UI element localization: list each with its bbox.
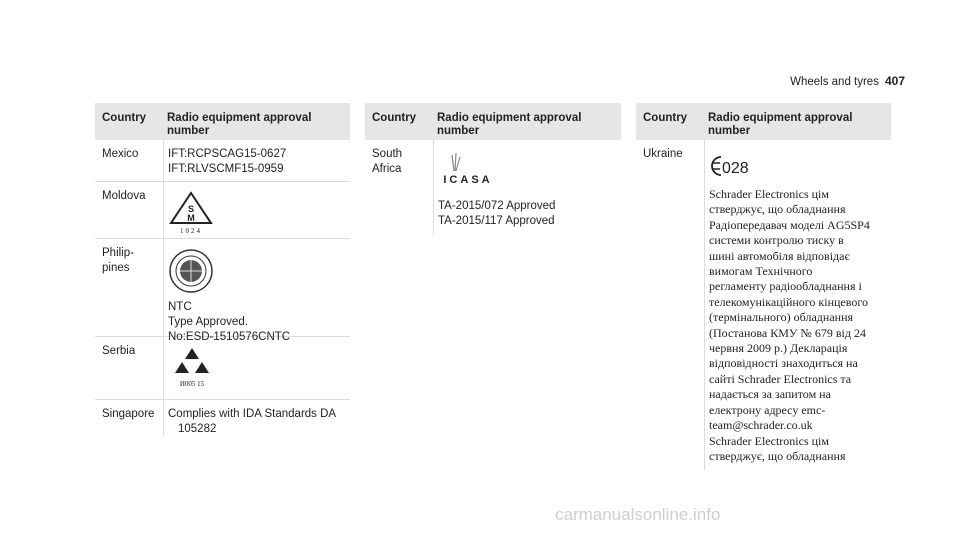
table-header [365,103,621,140]
table-row-mexico [95,140,350,182]
header-approval: Radio equipment approval number [437,112,582,137]
svg-text:ICASA: ICASA [443,174,493,186]
country-cell: Singapore [102,408,155,420]
icasa-logo-icon [438,149,498,193]
header-approval: Radio equipment approval number [708,112,853,137]
section-title: Wheels and tyres [790,76,879,88]
approval-cell [433,140,621,235]
approval-line: TA-2015/117 Approved [438,215,555,227]
declaration-line: (Постанова КМУ № 679 від 24 [709,325,866,340]
svg-text:M: M [187,213,195,223]
table-row-south-africa [365,140,621,235]
approval-line: Complies with IDA Standards DA [168,408,337,420]
approval-line: IFT:RLVSCMF15-0959 [168,163,284,175]
country-cell: Ukraine [643,148,683,160]
approval-line: 105282 [178,423,217,435]
header-country: Country [372,112,417,124]
country-cell: Moldova [102,190,146,202]
country-cell: Serbia [102,345,136,357]
table-row-philippines [95,239,350,343]
declaration-line: телекомунікаційного кінцевого [709,294,868,309]
declaration-line: електрону адресу emc- [709,402,826,417]
approval-cell [163,140,350,181]
table-row-singapore [95,400,350,436]
country-cell: Mexico [102,148,139,160]
declaration-line: вимогам Технічного [709,264,813,279]
approval-line: Type Approved. [168,316,248,328]
header-approval: Radio equipment approval number [167,112,312,137]
header-country: Country [102,112,147,124]
svg-text:S: S [187,204,195,214]
ukraine-declaration [709,187,887,464]
declaration-line: регламенту радіообладнання і [709,279,862,294]
approval-line: No:ESD-1510576CNTC [168,331,291,343]
table-row-moldova [95,182,350,239]
declaration-line: стверджує, що обладнання [709,448,846,463]
svg-text:1024: 1024 [180,227,202,235]
approval-line: TA-2015/072 Approved [438,200,556,212]
page-header [790,74,905,88]
svg-text:028: 028 [722,160,749,177]
declaration-line: Радіопередавач моделі AG5SP4 [709,217,870,232]
approval-cell [163,182,350,238]
country-cell: Philip- pines [102,247,134,274]
declaration-line: team@schrader.co.uk [709,418,813,433]
watermark: carmanualsonline.info [555,505,721,524]
ukraine-conformity-mark-icon [709,151,765,181]
approval-cell [163,239,350,343]
approval-cell [163,400,350,436]
declaration-line: (термінального) обладнання [709,310,854,325]
approval-cell [163,337,350,399]
approval-table-1 [95,103,350,436]
declaration-line: системи контролю тиску в [709,233,844,248]
country-cell: South Africa [372,148,403,175]
table-row-serbia [95,337,350,400]
declaration-line: Schrader Electronics цім [709,433,829,448]
declaration-line: надається за запитом на [709,387,831,402]
declaration-line: Schrader Electronics цім [709,187,829,201]
page-number: 407 [884,74,905,88]
ntc-seal-icon [168,248,214,294]
declaration-line: сайті Schrader Electronics та [709,371,852,386]
table-header [636,103,891,140]
serbia-triangle-mark-icon [168,346,216,392]
approval-table-2 [365,103,621,235]
table-header [95,103,350,140]
moldova-sm-mark-icon [168,191,214,235]
header-country: Country [643,112,688,124]
declaration-line: відповідності знаходиться на [709,356,858,371]
approval-line: NTC [168,301,192,313]
approval-cell [704,140,891,470]
declaration-line: стверджує, що обладнання [709,202,846,217]
approval-line: IFT:RCPSCAG15-0627 [168,148,287,160]
svg-text:И005 15: И005 15 [179,380,205,388]
declaration-line: червня 2009 р.) Декларація [709,341,848,356]
declaration-line: шині автомобіля відповідає [709,248,850,263]
approval-table-3 [636,103,891,470]
table-row-ukraine [636,140,891,470]
